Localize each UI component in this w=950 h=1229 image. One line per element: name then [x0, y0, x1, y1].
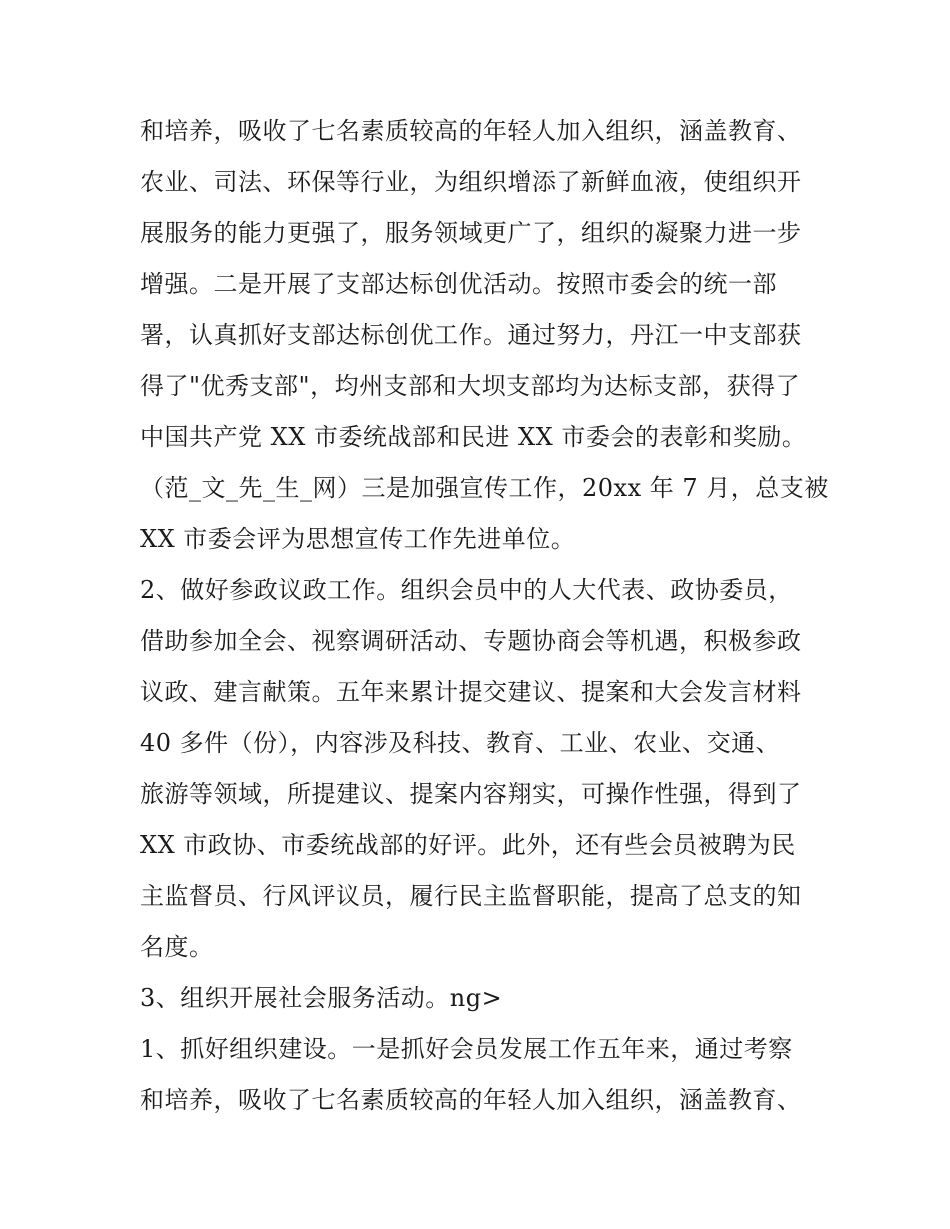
text-line: 借助参加全会、视察调研活动、专题协商会等机遇，积极参政 [140, 627, 802, 655]
text-line: 增强。二是开展了支部达标创优活动。按照市委会的统一部 [140, 270, 777, 298]
text-line: 署，认真抓好支部达标创优工作。通过努力，丹江一中支部获 [140, 321, 802, 349]
text-line: 主监督员、行风评议员，履行民主监督职能，提高了总支的知 [140, 882, 802, 910]
text-line: 议政、建言献策。五年来累计提交建议、提案和大会发言材料 [140, 678, 802, 706]
text-line: 40 多件（份），内容涉及科技、教育、工业、农业、交通、 [140, 729, 781, 757]
text-line: XX 市委会评为思想宣传工作先进单位。 [140, 525, 576, 553]
text-line: 得了"优秀支部"，均州支部和大坝支部均为达标支部，获得了 [140, 372, 801, 400]
text-line: 2、做好参政议政工作。组织会员中的人大代表、政协委员， [140, 576, 793, 604]
text-line: （范_文_先_生_网）三是加强宣传工作，20xx 年 7 月，总支被 [140, 474, 829, 502]
text-line: 农业、司法、环保等行业，为组织增添了新鲜血液，使组织开 [140, 168, 802, 196]
text-line: 中国共产党 XX 市委统战部和民进 XX 市委会的表彰和奖励。 [140, 423, 807, 451]
text-line: XX 市政协、市委统战部的好评。此外，还有些会员被聘为民 [140, 831, 796, 859]
text-line: 和培养，吸收了七名素质较高的年轻人加入组织，涵盖教育、 [140, 117, 802, 145]
text-line: 1、抓好组织建设。一是抓好会员发展工作五年来，通过考察 [140, 1035, 793, 1063]
body-text [140, 106, 830, 1126]
text-line: 和培养，吸收了七名素质较高的年轻人加入组织，涵盖教育、 [140, 1086, 802, 1114]
text-line: 展服务的能力更强了，服务领域更广了，组织的凝聚力进一步 [140, 219, 802, 247]
text-line: 3、组织开展社会服务活动。ng> [140, 984, 503, 1012]
text-line: 名度。 [140, 933, 214, 961]
text-line: 旅游等领域，所提建议、提案内容翔实，可操作性强，得到了 [140, 780, 802, 808]
